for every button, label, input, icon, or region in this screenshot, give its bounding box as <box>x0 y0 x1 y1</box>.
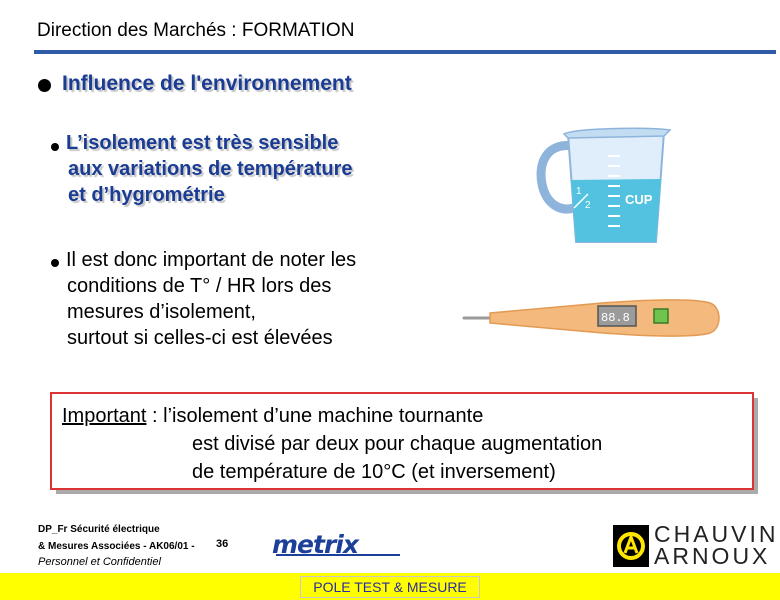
footer-confidential: Personnel et Confidentiel <box>38 556 161 568</box>
measuring-cup-icon <box>536 124 686 250</box>
header-title: Direction des Marchés : FORMATION <box>37 20 355 41</box>
metrix-logo-text: metrix <box>272 533 358 557</box>
important-label: Important <box>62 405 147 427</box>
pole-label: POLE TEST & MESURE <box>300 576 480 598</box>
point-2-line-2: conditions de T° / HR lors des <box>67 275 332 297</box>
point-2-line-3: mesures d’isolement, <box>67 301 256 323</box>
chauvin-arnoux-emblem-icon <box>613 525 649 567</box>
page-number: 36 <box>216 538 229 550</box>
thermometer-display: 88.8 <box>601 311 630 325</box>
metrix-logo <box>272 533 406 557</box>
heading-bullet-icon <box>38 79 51 92</box>
important-line-1: l’isolement d’une machine tournante <box>163 405 484 427</box>
point-2-text <box>66 247 356 351</box>
section-heading: Influence de l'environnement <box>62 72 352 95</box>
point-2-bullet-icon <box>51 259 59 267</box>
important-line-2: est divisé par deux pour chaque augmentation <box>192 433 603 455</box>
footer-line-1: DP_Fr Sécurité électrique <box>38 524 160 535</box>
cup-fraction-denominator: 2 <box>585 200 591 211</box>
point-1-text <box>66 130 353 208</box>
point-2-line-4: surtout si celles-ci est élevées <box>67 327 333 349</box>
footer-line-2: & Mesures Associées - AK06/01 - <box>38 541 195 552</box>
point-1-line-3: et d’hygrométrie <box>68 184 225 206</box>
ca-line-2: ARNOUX <box>654 543 771 569</box>
point-1-line-1: L’isolement est très sensible <box>66 132 339 154</box>
cup-fraction-numerator: 1 <box>576 186 582 197</box>
point-2-line-1: Il est donc important de noter les <box>66 249 357 271</box>
thermometer-icon <box>460 293 722 343</box>
ca-line-1: CHAUVIN <box>654 521 779 547</box>
important-line-3: de température de 10°C (et inversement) <box>192 461 556 483</box>
point-1-bullet-icon <box>51 143 59 151</box>
important-text <box>62 402 602 486</box>
chauvin-arnoux-wordmark <box>654 523 779 567</box>
important-separator: : <box>146 405 164 427</box>
cup-label: CUP <box>625 192 653 207</box>
point-1-line-2: aux variations de température <box>68 158 353 180</box>
header-divider <box>34 50 776 54</box>
